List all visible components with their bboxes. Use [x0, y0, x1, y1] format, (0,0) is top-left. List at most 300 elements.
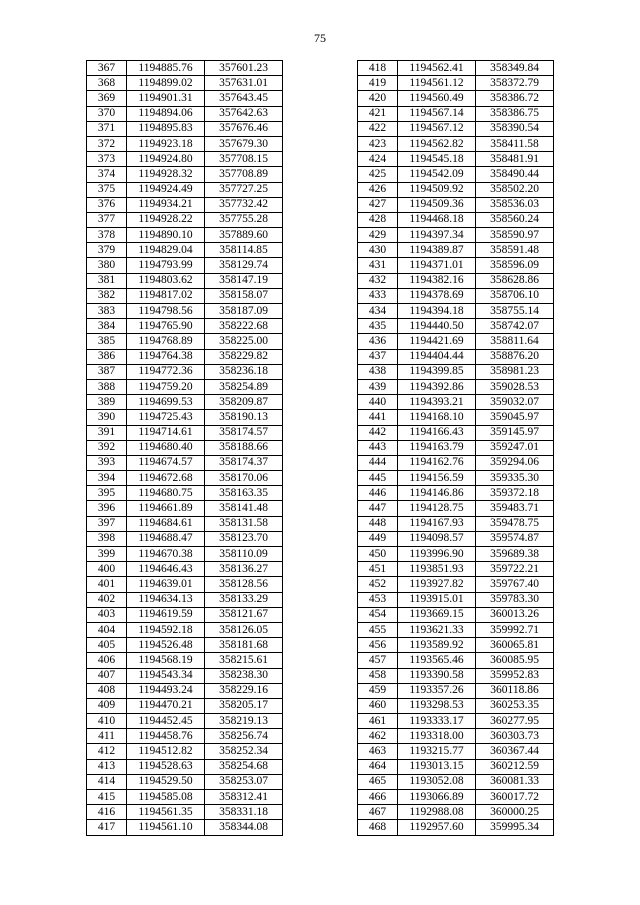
x-coordinate-cell: 1193052.08 — [398, 774, 476, 789]
point-number-cell: 466 — [358, 790, 398, 805]
y-coordinate-cell: 358187.09 — [205, 304, 283, 319]
coordinates-table-left — [86, 60, 283, 836]
point-number-cell: 398 — [87, 531, 127, 546]
y-coordinate-cell: 358229.82 — [205, 349, 283, 364]
point-number-cell: 454 — [358, 607, 398, 622]
y-coordinate-cell: 358181.68 — [205, 638, 283, 653]
table-row — [87, 152, 283, 167]
x-coordinate-cell: 1194885.76 — [127, 61, 205, 76]
table-row — [358, 395, 554, 410]
x-coordinate-cell: 1194672.68 — [127, 471, 205, 486]
x-coordinate-cell: 1194928.32 — [127, 167, 205, 182]
table-row — [87, 683, 283, 698]
table-row — [358, 547, 554, 562]
y-coordinate-cell: 358344.08 — [205, 820, 283, 835]
x-coordinate-cell: 1194923.18 — [127, 136, 205, 151]
point-number-cell: 458 — [358, 668, 398, 683]
x-coordinate-cell: 1193589.92 — [398, 638, 476, 653]
point-number-cell: 374 — [87, 167, 127, 182]
table-row — [87, 182, 283, 197]
x-coordinate-cell: 1194680.75 — [127, 486, 205, 501]
point-number-cell: 468 — [358, 820, 398, 835]
y-coordinate-cell: 358349.84 — [476, 61, 554, 76]
table-row — [358, 759, 554, 774]
point-number-cell: 440 — [358, 395, 398, 410]
y-coordinate-cell: 358236.18 — [205, 364, 283, 379]
x-coordinate-cell: 1194670.38 — [127, 547, 205, 562]
y-coordinate-cell: 357889.60 — [205, 228, 283, 243]
x-coordinate-cell: 1193390.58 — [398, 668, 476, 683]
y-coordinate-cell: 358411.58 — [476, 136, 554, 151]
y-coordinate-cell: 358312.41 — [205, 790, 283, 805]
table-row — [87, 91, 283, 106]
y-coordinate-cell: 360085.95 — [476, 653, 554, 668]
y-coordinate-cell: 358136.27 — [205, 562, 283, 577]
x-coordinate-cell: 1192988.08 — [398, 805, 476, 820]
y-coordinate-cell: 358238.30 — [205, 668, 283, 683]
point-number-cell: 457 — [358, 653, 398, 668]
y-coordinate-cell: 360253.35 — [476, 698, 554, 713]
x-coordinate-cell: 1193851.93 — [398, 562, 476, 577]
x-coordinate-cell: 1194619.59 — [127, 607, 205, 622]
table-row — [358, 714, 554, 729]
y-coordinate-cell: 358253.07 — [205, 774, 283, 789]
table-row — [87, 379, 283, 394]
table-row — [87, 486, 283, 501]
y-coordinate-cell: 358591.48 — [476, 243, 554, 258]
y-coordinate-cell: 359045.97 — [476, 410, 554, 425]
x-coordinate-cell: 1194899.02 — [127, 76, 205, 91]
y-coordinate-cell: 358331.18 — [205, 805, 283, 820]
x-coordinate-cell: 1194895.83 — [127, 121, 205, 136]
x-coordinate-cell: 1194803.62 — [127, 273, 205, 288]
table-row — [87, 425, 283, 440]
point-number-cell: 451 — [358, 562, 398, 577]
point-number-cell: 416 — [87, 805, 127, 820]
x-coordinate-cell: 1194798.56 — [127, 304, 205, 319]
point-number-cell: 403 — [87, 607, 127, 622]
y-coordinate-cell: 359145.97 — [476, 425, 554, 440]
point-number-cell: 445 — [358, 471, 398, 486]
point-number-cell: 421 — [358, 106, 398, 121]
point-number-cell: 427 — [358, 197, 398, 212]
y-coordinate-cell: 358706.10 — [476, 288, 554, 303]
y-coordinate-cell: 360212.59 — [476, 759, 554, 774]
y-coordinate-cell: 358209.87 — [205, 395, 283, 410]
point-number-cell: 407 — [87, 668, 127, 683]
x-coordinate-cell: 1194509.92 — [398, 182, 476, 197]
point-number-cell: 415 — [87, 790, 127, 805]
x-coordinate-cell: 1193318.00 — [398, 729, 476, 744]
x-coordinate-cell: 1194167.93 — [398, 516, 476, 531]
y-coordinate-cell: 358126.05 — [205, 622, 283, 637]
x-coordinate-cell: 1194404.44 — [398, 349, 476, 364]
point-number-cell: 462 — [358, 729, 398, 744]
point-number-cell: 367 — [87, 61, 127, 76]
table-row — [358, 638, 554, 653]
y-coordinate-cell: 357631.01 — [205, 76, 283, 91]
table-row — [87, 698, 283, 713]
y-coordinate-cell: 360303.73 — [476, 729, 554, 744]
point-number-cell: 452 — [358, 577, 398, 592]
x-coordinate-cell: 1194567.12 — [398, 121, 476, 136]
x-coordinate-cell: 1193215.77 — [398, 744, 476, 759]
point-number-cell: 424 — [358, 152, 398, 167]
point-number-cell: 376 — [87, 197, 127, 212]
point-number-cell: 369 — [87, 91, 127, 106]
point-number-cell: 443 — [358, 440, 398, 455]
y-coordinate-cell: 357727.25 — [205, 182, 283, 197]
y-coordinate-cell: 358254.68 — [205, 759, 283, 774]
x-coordinate-cell: 1194098.57 — [398, 531, 476, 546]
x-coordinate-cell: 1194829.04 — [127, 243, 205, 258]
x-coordinate-cell: 1194634.13 — [127, 592, 205, 607]
point-number-cell: 371 — [87, 121, 127, 136]
x-coordinate-cell: 1194378.69 — [398, 288, 476, 303]
x-coordinate-cell: 1194394.18 — [398, 304, 476, 319]
table-row — [87, 395, 283, 410]
x-coordinate-cell: 1194163.79 — [398, 440, 476, 455]
y-coordinate-cell: 358225.00 — [205, 334, 283, 349]
y-coordinate-cell: 358590.97 — [476, 228, 554, 243]
x-coordinate-cell: 1194162.76 — [398, 455, 476, 470]
x-coordinate-cell: 1194759.20 — [127, 379, 205, 394]
x-coordinate-cell: 1193621.33 — [398, 622, 476, 637]
point-number-cell: 432 — [358, 273, 398, 288]
y-coordinate-cell: 359294.06 — [476, 455, 554, 470]
x-coordinate-cell: 1194468.18 — [398, 212, 476, 227]
x-coordinate-cell: 1194509.36 — [398, 197, 476, 212]
point-number-cell: 418 — [358, 61, 398, 76]
x-coordinate-cell: 1194560.49 — [398, 91, 476, 106]
y-coordinate-cell: 360367.44 — [476, 744, 554, 759]
point-number-cell: 449 — [358, 531, 398, 546]
point-number-cell: 411 — [87, 729, 127, 744]
y-coordinate-cell: 358205.17 — [205, 698, 283, 713]
table-row — [87, 319, 283, 334]
y-coordinate-cell: 358811.64 — [476, 334, 554, 349]
table-row — [87, 228, 283, 243]
table-row — [358, 167, 554, 182]
x-coordinate-cell: 1194389.87 — [398, 243, 476, 258]
point-number-cell: 389 — [87, 395, 127, 410]
table-row — [358, 61, 554, 76]
table-row — [87, 759, 283, 774]
y-coordinate-cell: 358133.29 — [205, 592, 283, 607]
x-coordinate-cell: 1193013.15 — [398, 759, 476, 774]
point-number-cell: 375 — [87, 182, 127, 197]
table-row — [358, 106, 554, 121]
y-coordinate-cell: 358158.07 — [205, 288, 283, 303]
x-coordinate-cell: 1194397.34 — [398, 228, 476, 243]
point-number-cell: 373 — [87, 152, 127, 167]
y-coordinate-cell: 360118.86 — [476, 683, 554, 698]
table-row — [358, 668, 554, 683]
point-number-cell: 368 — [87, 76, 127, 91]
table-row — [87, 349, 283, 364]
point-number-cell: 406 — [87, 653, 127, 668]
table-row — [358, 486, 554, 501]
x-coordinate-cell: 1194674.57 — [127, 455, 205, 470]
x-coordinate-cell: 1194639.01 — [127, 577, 205, 592]
table-row — [87, 288, 283, 303]
table-row — [358, 121, 554, 136]
table-row — [87, 304, 283, 319]
x-coordinate-cell: 1194529.50 — [127, 774, 205, 789]
table-row — [358, 304, 554, 319]
y-coordinate-cell: 360013.26 — [476, 607, 554, 622]
y-coordinate-cell: 358123.70 — [205, 531, 283, 546]
point-number-cell: 448 — [358, 516, 398, 531]
point-number-cell: 405 — [87, 638, 127, 653]
table-row — [358, 607, 554, 622]
table-row — [87, 562, 283, 577]
x-coordinate-cell: 1194680.40 — [127, 440, 205, 455]
table-row — [358, 744, 554, 759]
point-number-cell: 404 — [87, 622, 127, 637]
point-number-cell: 379 — [87, 243, 127, 258]
point-number-cell: 463 — [358, 744, 398, 759]
x-coordinate-cell: 1193066.89 — [398, 790, 476, 805]
table-row — [87, 653, 283, 668]
point-number-cell: 465 — [358, 774, 398, 789]
y-coordinate-cell: 359995.34 — [476, 820, 554, 835]
table-row — [358, 425, 554, 440]
x-coordinate-cell: 1194817.02 — [127, 288, 205, 303]
x-coordinate-cell: 1194493.24 — [127, 683, 205, 698]
y-coordinate-cell: 357708.89 — [205, 167, 283, 182]
x-coordinate-cell: 1194561.10 — [127, 820, 205, 835]
y-coordinate-cell: 358188.66 — [205, 440, 283, 455]
table-row — [358, 440, 554, 455]
y-coordinate-cell: 358110.09 — [205, 547, 283, 562]
coordinates-table-right — [357, 60, 554, 836]
point-number-cell: 422 — [358, 121, 398, 136]
table-row — [358, 729, 554, 744]
point-number-cell: 435 — [358, 319, 398, 334]
point-number-cell: 446 — [358, 486, 398, 501]
x-coordinate-cell: 1194924.49 — [127, 182, 205, 197]
point-number-cell: 408 — [87, 683, 127, 698]
y-coordinate-cell: 358163.35 — [205, 486, 283, 501]
y-coordinate-cell: 358170.06 — [205, 471, 283, 486]
y-coordinate-cell: 359247.01 — [476, 440, 554, 455]
x-coordinate-cell: 1194392.86 — [398, 379, 476, 394]
x-coordinate-cell: 1194699.53 — [127, 395, 205, 410]
point-number-cell: 419 — [358, 76, 398, 91]
x-coordinate-cell: 1194421.69 — [398, 334, 476, 349]
table-row — [358, 273, 554, 288]
point-number-cell: 399 — [87, 547, 127, 562]
point-number-cell: 461 — [358, 714, 398, 729]
table-row — [87, 334, 283, 349]
x-coordinate-cell: 1194793.99 — [127, 258, 205, 273]
y-coordinate-cell: 358131.58 — [205, 516, 283, 531]
y-coordinate-cell: 358596.09 — [476, 258, 554, 273]
x-coordinate-cell: 1194168.10 — [398, 410, 476, 425]
x-coordinate-cell: 1194725.43 — [127, 410, 205, 425]
x-coordinate-cell: 1193298.53 — [398, 698, 476, 713]
table-row — [358, 76, 554, 91]
table-row — [87, 197, 283, 212]
x-coordinate-cell: 1194166.43 — [398, 425, 476, 440]
table-row — [87, 820, 283, 835]
x-coordinate-cell: 1194371.01 — [398, 258, 476, 273]
table-row — [358, 410, 554, 425]
x-coordinate-cell: 1194458.76 — [127, 729, 205, 744]
y-coordinate-cell: 357601.23 — [205, 61, 283, 76]
x-coordinate-cell: 1194890.10 — [127, 228, 205, 243]
table-row — [358, 698, 554, 713]
table-row — [358, 805, 554, 820]
y-coordinate-cell: 360081.33 — [476, 774, 554, 789]
point-number-cell: 464 — [358, 759, 398, 774]
table-row — [87, 440, 283, 455]
y-coordinate-cell: 357643.45 — [205, 91, 283, 106]
y-coordinate-cell: 358190.13 — [205, 410, 283, 425]
y-coordinate-cell: 358628.86 — [476, 273, 554, 288]
table-row — [87, 592, 283, 607]
table-row — [87, 714, 283, 729]
x-coordinate-cell: 1193669.15 — [398, 607, 476, 622]
y-coordinate-cell: 360017.72 — [476, 790, 554, 805]
y-coordinate-cell: 359483.71 — [476, 501, 554, 516]
x-coordinate-cell: 1194128.75 — [398, 501, 476, 516]
x-coordinate-cell: 1193915.01 — [398, 592, 476, 607]
x-coordinate-cell: 1194592.18 — [127, 622, 205, 637]
y-coordinate-cell: 358390.54 — [476, 121, 554, 136]
point-number-cell: 391 — [87, 425, 127, 440]
x-coordinate-cell: 1194585.08 — [127, 790, 205, 805]
point-number-cell: 380 — [87, 258, 127, 273]
table-row — [87, 273, 283, 288]
y-coordinate-cell: 358481.91 — [476, 152, 554, 167]
point-number-cell: 417 — [87, 820, 127, 835]
table-row — [87, 410, 283, 425]
x-coordinate-cell: 1193333.17 — [398, 714, 476, 729]
x-coordinate-cell: 1193927.82 — [398, 577, 476, 592]
table-row — [358, 531, 554, 546]
table-row — [358, 136, 554, 151]
table-row — [358, 334, 554, 349]
table-row — [87, 258, 283, 273]
table-row — [358, 258, 554, 273]
point-number-cell: 377 — [87, 212, 127, 227]
y-coordinate-cell: 359372.18 — [476, 486, 554, 501]
y-coordinate-cell: 359574.87 — [476, 531, 554, 546]
point-number-cell: 400 — [87, 562, 127, 577]
x-coordinate-cell: 1194684.61 — [127, 516, 205, 531]
table-row — [358, 364, 554, 379]
x-coordinate-cell: 1194764.38 — [127, 349, 205, 364]
y-coordinate-cell: 358174.57 — [205, 425, 283, 440]
point-number-cell: 390 — [87, 410, 127, 425]
point-number-cell: 401 — [87, 577, 127, 592]
table-row — [87, 805, 283, 820]
y-coordinate-cell: 358174.37 — [205, 455, 283, 470]
y-coordinate-cell: 359335.30 — [476, 471, 554, 486]
x-coordinate-cell: 1194382.16 — [398, 273, 476, 288]
table-row — [87, 455, 283, 470]
point-number-cell: 453 — [358, 592, 398, 607]
point-number-cell: 372 — [87, 136, 127, 151]
table-row — [358, 471, 554, 486]
y-coordinate-cell: 358114.85 — [205, 243, 283, 258]
y-coordinate-cell: 357642.63 — [205, 106, 283, 121]
y-coordinate-cell: 357708.15 — [205, 152, 283, 167]
x-coordinate-cell: 1194934.21 — [127, 197, 205, 212]
point-number-cell: 397 — [87, 516, 127, 531]
table-row — [358, 622, 554, 637]
y-coordinate-cell: 359783.30 — [476, 592, 554, 607]
point-number-cell: 387 — [87, 364, 127, 379]
point-number-cell: 384 — [87, 319, 127, 334]
point-number-cell: 386 — [87, 349, 127, 364]
y-coordinate-cell: 359722.21 — [476, 562, 554, 577]
x-coordinate-cell: 1194156.59 — [398, 471, 476, 486]
table-row — [87, 167, 283, 182]
point-number-cell: 385 — [87, 334, 127, 349]
point-number-cell: 442 — [358, 425, 398, 440]
point-number-cell: 444 — [358, 455, 398, 470]
x-coordinate-cell: 1194562.82 — [398, 136, 476, 151]
x-coordinate-cell: 1193357.26 — [398, 683, 476, 698]
point-number-cell: 467 — [358, 805, 398, 820]
point-number-cell: 441 — [358, 410, 398, 425]
table-row — [358, 182, 554, 197]
x-coordinate-cell: 1194440.50 — [398, 319, 476, 334]
point-number-cell: 412 — [87, 744, 127, 759]
point-number-cell: 420 — [358, 91, 398, 106]
table-row — [87, 638, 283, 653]
y-coordinate-cell: 358215.61 — [205, 653, 283, 668]
point-number-cell: 409 — [87, 698, 127, 713]
x-coordinate-cell: 1194452.45 — [127, 714, 205, 729]
y-coordinate-cell: 358147.19 — [205, 273, 283, 288]
table-row — [358, 501, 554, 516]
y-coordinate-cell: 358372.79 — [476, 76, 554, 91]
x-coordinate-cell: 1194901.31 — [127, 91, 205, 106]
table-row — [87, 364, 283, 379]
point-number-cell: 459 — [358, 683, 398, 698]
point-number-cell: 431 — [358, 258, 398, 273]
table-row — [358, 820, 554, 835]
table-row — [358, 592, 554, 607]
table-row — [358, 197, 554, 212]
table-row — [358, 516, 554, 531]
x-coordinate-cell: 1194661.89 — [127, 501, 205, 516]
table-row — [87, 76, 283, 91]
x-coordinate-cell: 1194568.19 — [127, 653, 205, 668]
y-coordinate-cell: 358141.48 — [205, 501, 283, 516]
table-row — [358, 228, 554, 243]
x-coordinate-cell: 1194567.14 — [398, 106, 476, 121]
y-coordinate-cell: 357679.30 — [205, 136, 283, 151]
y-coordinate-cell: 357755.28 — [205, 212, 283, 227]
table-row — [358, 774, 554, 789]
point-number-cell: 436 — [358, 334, 398, 349]
table-row — [87, 744, 283, 759]
point-number-cell: 414 — [87, 774, 127, 789]
point-number-cell: 396 — [87, 501, 127, 516]
point-number-cell: 439 — [358, 379, 398, 394]
table-row — [358, 349, 554, 364]
point-number-cell: 410 — [87, 714, 127, 729]
table-row — [358, 152, 554, 167]
x-coordinate-cell: 1194768.89 — [127, 334, 205, 349]
table-row — [358, 243, 554, 258]
x-coordinate-cell: 1194528.63 — [127, 759, 205, 774]
